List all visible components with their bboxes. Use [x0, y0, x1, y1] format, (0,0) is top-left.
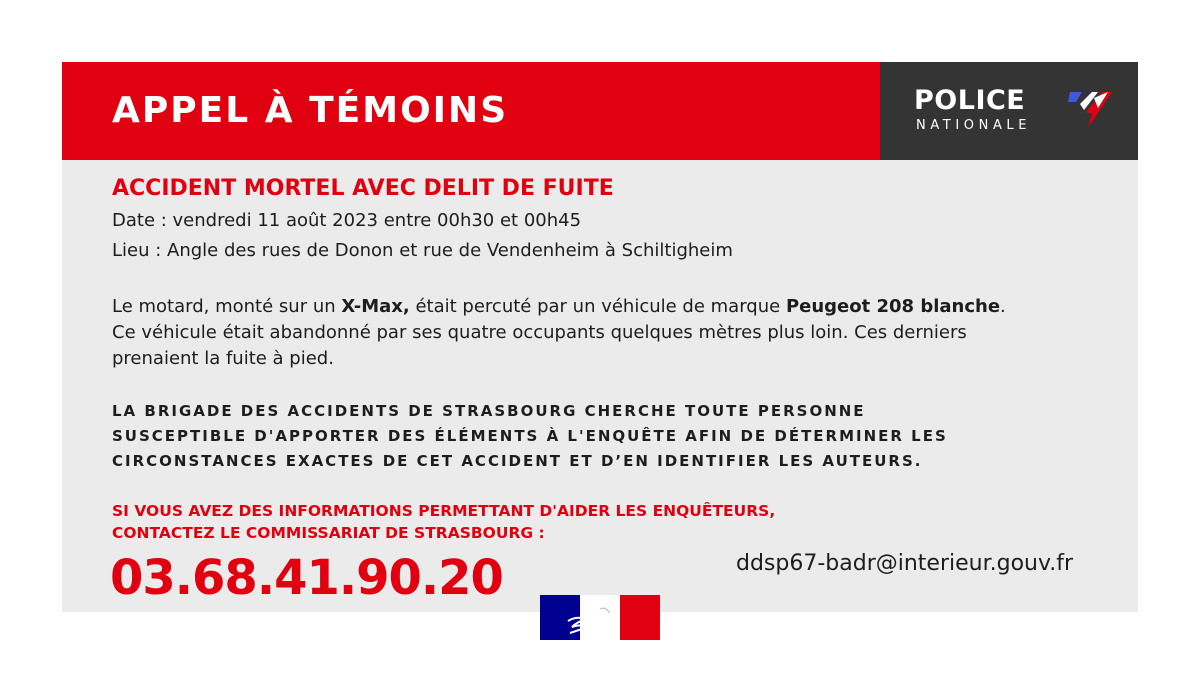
marianne-republique-francaise-icon: [540, 595, 660, 640]
description-text: .: [1000, 296, 1006, 317]
incident-location: Lieu : Angle des rues de Donon et rue de Vendenheim à Schiltigheim: [112, 240, 733, 261]
logo-text-police: POLICE: [914, 85, 1026, 116]
vehicle-model-car: Peugeot 208 blanche: [785, 296, 1001, 317]
description-line-1: [112, 296, 1006, 317]
page-title: APPEL À TÉMOINS: [112, 90, 509, 131]
phone-number[interactable]: 03.68.41.90.20: [110, 550, 503, 606]
vehicle-model-moto: X-Max,: [341, 296, 410, 317]
tricolor-wings-icon: [1068, 88, 1112, 128]
contact-line-1: SI VOUS AVEZ DES INFORMATIONS PERMETTANT D'AIDER LES ENQUÊTEURS,: [112, 502, 776, 520]
appeal-line-2: SUSCEPTIBLE D'APPORTER DES ÉLÉMENTS À L'ENQUÊTE AFIN DE DÉTERMINER LES: [112, 427, 948, 445]
description-line-2: Ce véhicule était abandonné par ses quatre occupants quelques mètres plus loin. Ces derniers: [112, 322, 967, 343]
description-text: était percuté par un véhicule de marque: [409, 296, 786, 317]
police-nationale-logo: [880, 62, 1138, 160]
description-line-3: prenaient la fuite à pied.: [112, 348, 334, 369]
email-address[interactable]: ddsp67-badr@interieur.gouv.fr: [736, 551, 1074, 576]
contact-line-2: CONTACTEZ LE COMMISSARIAT DE STRASBOURG :: [112, 524, 545, 542]
description-text: Le motard, monté sur un: [112, 296, 342, 317]
incident-headline: ACCIDENT MORTEL AVEC DELIT DE FUITE: [112, 176, 614, 201]
incident-date: Date : vendredi 11 août 2023 entre 00h30 et 00h45: [112, 210, 582, 231]
header-banner: [62, 62, 880, 160]
appeal-line-1: LA BRIGADE DES ACCIDENTS DE STRASBOURG CHERCHE TOUTE PERSONNE: [112, 402, 866, 420]
appeal-line-3: CIRCONSTANCES EXACTES DE CET ACCIDENT ET D’EN IDENTIFIER LES AUTEURS.: [112, 452, 923, 470]
logo-text-nationale: NATIONALE: [916, 118, 1032, 133]
